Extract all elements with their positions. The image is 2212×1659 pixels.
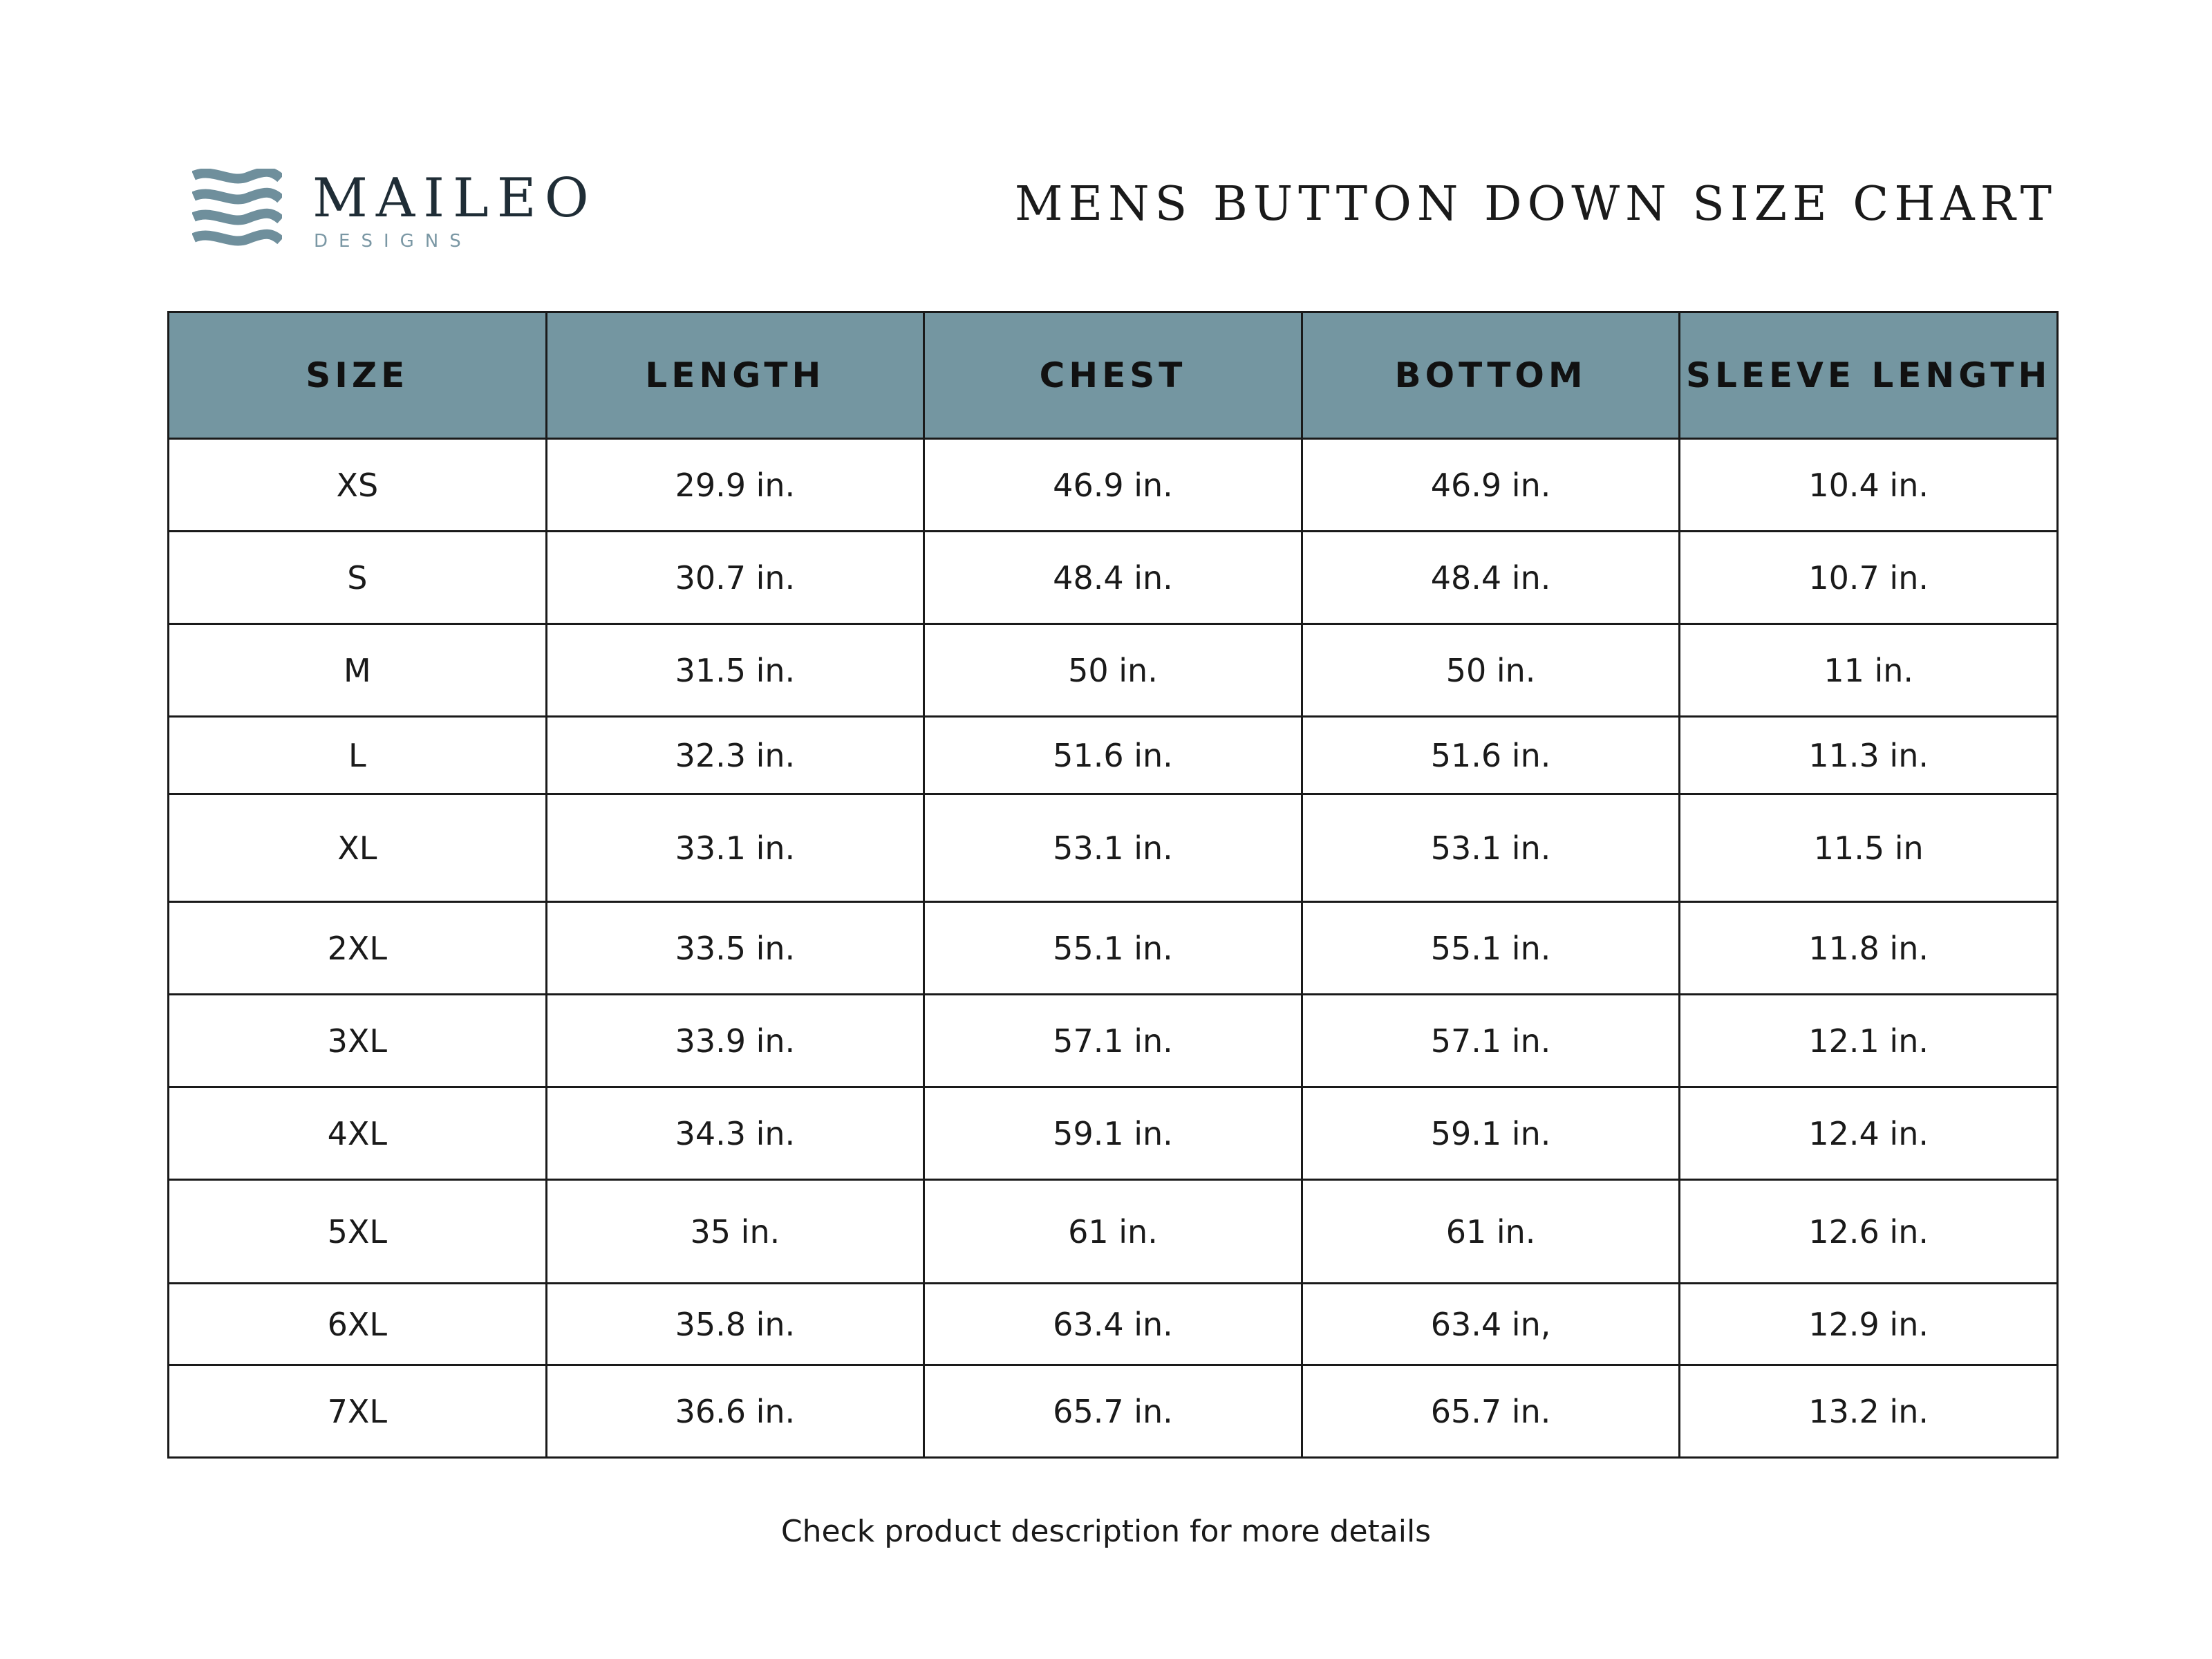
- cell-length: 33.1 in.: [546, 794, 924, 902]
- cell-chest: 65.7 in.: [924, 1365, 1302, 1458]
- table-row: [169, 717, 2058, 794]
- brand-name: MAILEO: [312, 167, 597, 229]
- cell-size: XS: [169, 439, 547, 532]
- cell-bottom: 57.1 in.: [1302, 995, 1680, 1087]
- cell-sleeve-length: 10.4 in.: [1680, 439, 2058, 532]
- cell-bottom: 51.6 in.: [1302, 717, 1680, 794]
- column-header-size: SIZE: [169, 312, 547, 439]
- cell-chest: 57.1 in.: [924, 995, 1302, 1087]
- cell-chest: 51.6 in.: [924, 717, 1302, 794]
- table-header-row: [169, 312, 2058, 439]
- table-row: [169, 995, 2058, 1087]
- cell-sleeve-length: 12.9 in.: [1680, 1284, 2058, 1365]
- table-row: [169, 1284, 2058, 1365]
- cell-size: 2XL: [169, 902, 547, 995]
- cell-sleeve-length: 11 in.: [1680, 624, 2058, 717]
- cell-bottom: 46.9 in.: [1302, 439, 1680, 532]
- cell-size: 4XL: [169, 1087, 547, 1180]
- brand-logo: [192, 167, 597, 259]
- table-row: [169, 794, 2058, 902]
- cell-length: 36.6 in.: [546, 1365, 924, 1458]
- column-header-length: LENGTH: [546, 312, 924, 439]
- cell-length: 32.3 in.: [546, 717, 924, 794]
- cell-length: 33.9 in.: [546, 995, 924, 1087]
- cell-chest: 50 in.: [924, 624, 1302, 717]
- cell-bottom: 63.4 in,: [1302, 1284, 1680, 1365]
- page-title: MENS BUTTON DOWN SIZE CHART: [1014, 177, 2057, 232]
- cell-size: L: [169, 717, 547, 794]
- cell-chest: 61 in.: [924, 1180, 1302, 1284]
- cell-bottom: 65.7 in.: [1302, 1365, 1680, 1458]
- table-body: [169, 439, 2058, 1458]
- cell-bottom: 50 in.: [1302, 624, 1680, 717]
- cell-bottom: 59.1 in.: [1302, 1087, 1680, 1180]
- table-row: [169, 439, 2058, 532]
- cell-size: XL: [169, 794, 547, 902]
- cell-sleeve-length: 10.7 in.: [1680, 532, 2058, 624]
- cell-sleeve-length: 12.6 in.: [1680, 1180, 2058, 1284]
- cell-length: 30.7 in.: [546, 532, 924, 624]
- cell-size: 7XL: [169, 1365, 547, 1458]
- table-row: [169, 1180, 2058, 1284]
- column-header-chest: CHEST: [924, 312, 1302, 439]
- table-row: [169, 902, 2058, 995]
- cell-sleeve-length: 11.5 in: [1680, 794, 2058, 902]
- cell-sleeve-length: 12.4 in.: [1680, 1087, 2058, 1180]
- waves-logo-icon: [192, 169, 282, 253]
- cell-chest: 48.4 in.: [924, 532, 1302, 624]
- cell-bottom: 61 in.: [1302, 1180, 1680, 1284]
- cell-length: 31.5 in.: [546, 624, 924, 717]
- column-header-sleeve-length: SLEEVE LENGTH: [1680, 312, 2058, 439]
- size-chart-table: [167, 311, 2059, 1459]
- cell-length: 34.3 in.: [546, 1087, 924, 1180]
- cell-size: 5XL: [169, 1180, 547, 1284]
- cell-bottom: 48.4 in.: [1302, 532, 1680, 624]
- cell-chest: 55.1 in.: [924, 902, 1302, 995]
- cell-bottom: 55.1 in.: [1302, 902, 1680, 995]
- table-row: [169, 1087, 2058, 1180]
- cell-chest: 53.1 in.: [924, 794, 1302, 902]
- cell-sleeve-length: 12.1 in.: [1680, 995, 2058, 1087]
- cell-size: M: [169, 624, 547, 717]
- table-row: [169, 532, 2058, 624]
- cell-sleeve-length: 13.2 in.: [1680, 1365, 2058, 1458]
- cell-sleeve-length: 11.3 in.: [1680, 717, 2058, 794]
- cell-chest: 46.9 in.: [924, 439, 1302, 532]
- brand-tagline: DESIGNS: [314, 231, 472, 252]
- cell-chest: 59.1 in.: [924, 1087, 1302, 1180]
- cell-size: 3XL: [169, 995, 547, 1087]
- cell-length: 33.5 in.: [546, 902, 924, 995]
- cell-chest: 63.4 in.: [924, 1284, 1302, 1365]
- footer-note: Check product description for more details: [780, 1514, 1432, 1549]
- column-header-bottom: BOTTOM: [1302, 312, 1680, 439]
- cell-size: S: [169, 532, 547, 624]
- cell-bottom: 53.1 in.: [1302, 794, 1680, 902]
- table-row: [169, 1365, 2058, 1458]
- cell-sleeve-length: 11.8 in.: [1680, 902, 2058, 995]
- table-row: [169, 624, 2058, 717]
- cell-length: 35.8 in.: [546, 1284, 924, 1365]
- cell-size: 6XL: [169, 1284, 547, 1365]
- cell-length: 29.9 in.: [546, 439, 924, 532]
- cell-length: 35 in.: [546, 1180, 924, 1284]
